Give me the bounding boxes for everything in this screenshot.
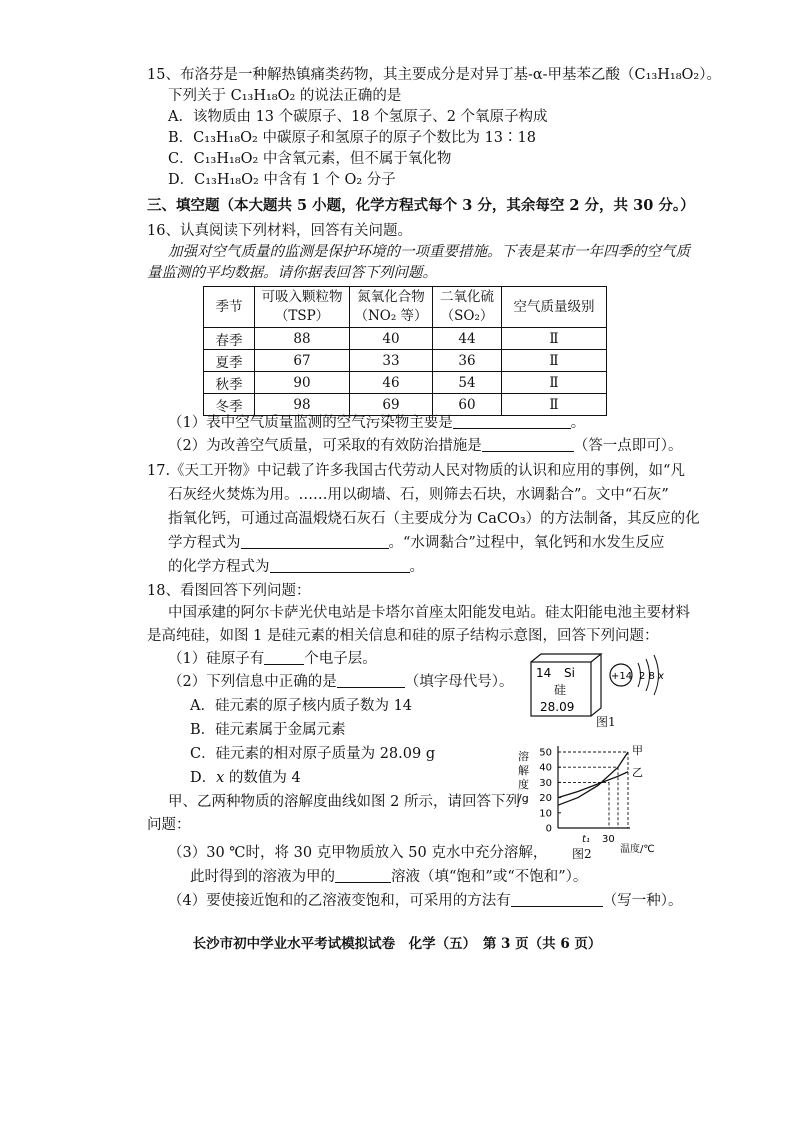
atomic-mass: 28.09 [540,700,575,714]
q15-option-c: C．C₁₃H₁₈O₂ 中含氧元素，但不属于氧化物 [168,151,452,167]
table-cell: Ⅱ [502,328,607,350]
table-cell: 44 [433,328,502,350]
q17-line2: 石灰经火焚炼为用。……用以砌墙、石，则筛去石块，水调黏合”。文中“石灰” [168,487,669,503]
figure-1-caption: 图1 [596,715,616,729]
q16-material-line2: 量监测的平均数据。请你据表回答下列问题。 [147,265,437,281]
table-cell: 秋季 [204,372,255,394]
element-symbol: Si [564,666,575,680]
table-cell: 98 [255,394,350,416]
page-footer: 长沙市初中学业水平考试模拟试卷 化学（五） 第 3 页（共 6 页） [192,936,602,952]
table-cell: Ⅱ [502,394,607,416]
q18-option-b: B．硅元素属于金属元素 [190,722,346,738]
table-header-level: 空气质量级别 [502,287,607,328]
q16-material-line1: 加强对空气质量的监测是保护环境的一项重要措施。下表是某市一年四季的空气质 [168,244,690,260]
q18-option-d: D．x 的数值为 4 [190,770,301,786]
y-axis-label-char: 解 [518,764,529,777]
x-axis-label: 温度/℃ [620,844,655,855]
y-tick-label: 0 [545,823,552,835]
x-tick-t1: t₁ [582,834,590,845]
table-cell: 54 [433,372,502,394]
table-cell: 69 [350,394,433,416]
q17-line5: 的化学方程式为 。 [168,559,424,575]
q16-stem: 16、认真阅读下列材料，回答有关问题。 [147,223,412,239]
table-cell: 67 [255,350,350,372]
q15-stem-line2: 下列关于 C₁₃H₁₈O₂ 的说法正确的是 [168,88,402,104]
y-axis-label-char: 溶 [518,750,529,763]
table-header-season: 季节 [204,287,255,328]
q18-sub3-line2: 此时得到的溶液为甲的 溶液（填“饱和”或“不饱和”）。 [190,869,588,885]
nucleus-charge: +14 [611,671,633,682]
answer-blank[interactable] [335,868,391,883]
answer-blank[interactable] [511,892,603,907]
q18-sub4: （4）要使接近饱和的乙溶液变饱和，可采用的方法有 （写一种）。 [168,893,683,909]
table-cell: 40 [350,328,433,350]
table-cell: 90 [255,372,350,394]
y-axis-label-char: /g [518,792,529,805]
q15-option-a: A．该物质由 13 个碳原子、18 个氢原子、2 个氧原子构成 [168,109,548,125]
atom-structure-diagram [610,655,664,695]
series-line-jia [558,752,628,805]
table-row [204,328,607,350]
q17-line4: 学方程式为 。“水调黏合”过程中，氧化钙和水发生反应 [168,535,665,551]
q18-option-a: A．硅元素的原子核内质子数为 14 [190,698,413,714]
q18-sub2: （2）下列信息中正确的是 （填字母代号）。 [168,674,514,690]
q15-stem-line1: 15、布洛芬是一种解热镇痛类药物，其主要成分是对异丁基-α-甲基苯乙酸（C₁₃H₁₈O₂）。 [147,67,721,83]
series-label-yi: 乙 [632,765,643,779]
table-cell: 33 [350,350,433,372]
q18-para-line1: 中国承建的阿尔卡萨光伏电站是卡塔尔首座太阳能发电站。硅太阳能电池主要材料 [168,605,690,621]
y-tick-label: 10 [539,808,552,820]
atomic-number: 14 [536,666,552,680]
answer-blank[interactable] [241,534,389,549]
y-tick-label: 20 [539,793,552,805]
q18-sub1: （1）硅原子有 个电子层。 [168,651,377,667]
q15-option-b: B．C₁₃H₁₈O₂ 中碳原子和氢原子的原子个数比为 13∶18 [168,130,536,146]
table-header-row [204,287,607,328]
y-tick-label: 40 [539,762,552,774]
q18-stem: 18、看图回答下列问题： [147,583,311,599]
answer-blank[interactable] [453,414,571,429]
y-axis-label-char: 度 [518,778,529,791]
table-header-no2: 氮氧化合物 （NO₂ 等） [350,287,433,328]
figure-2-solubility-chart [512,740,662,858]
table-cell: 春季 [204,328,255,350]
section-3-heading: 三、填空题（本大题共 5 小题，化学方程式每个 3 分，其余每空 2 分，共 30 分。） [147,197,695,214]
answer-blank[interactable] [482,437,574,452]
table-cell: 夏季 [204,350,255,372]
table-cell: 46 [350,372,433,394]
table-header-tsp: 可吸入颗粒物 （TSP） [255,287,350,328]
answer-blank[interactable] [337,673,405,688]
figure-2-caption: 图2 [572,847,592,861]
table-row [204,372,607,394]
series-line-yi [558,772,628,798]
series-label-jia: 甲 [632,744,643,757]
y-tick-label: 50 [539,747,552,759]
q18-option-c: C．硅元素的相对原子质量为 28.09 g [190,746,436,762]
element-name: 硅 [554,683,567,697]
answer-blank[interactable] [264,650,304,665]
table-cell: 36 [433,350,502,372]
answer-blank[interactable] [270,558,410,573]
q17-line3: 指氧化钙，可通过高温煅烧石灰石（主要成分为 CaCO₃）的方法制备，其反应的化 [168,511,700,527]
table-header-so2: 二氧化硫 （SO₂） [433,287,502,328]
q16-sub1: （1）表中空气质量监测的空气污染物主要是 。 [168,415,586,431]
table-cell: 60 [433,394,502,416]
element-tile [531,654,601,716]
q15-option-d: D．C₁₃H₁₈O₂ 中含有 1 个 O₂ 分子 [168,172,396,188]
y-axis-label [518,749,529,805]
q18-para-line4: 问题： [147,817,191,833]
table-cell: Ⅱ [502,350,607,372]
q18-para-line2: 是高纯硅，如图 1 是硅元素的相关信息和硅的原子结构示意图，回答下列问题： [147,628,659,644]
y-tick-label: 30 [539,777,552,789]
table-row [204,350,607,372]
q18-para-line3: 甲、乙两种物质的溶解度曲线如图 2 所示，请回答下列 [168,794,520,810]
shell-electrons: 2 8 [639,671,655,682]
table-cell: 88 [255,328,350,350]
shell-x: x [658,671,664,682]
table-cell: 冬季 [204,394,255,416]
q16-sub2: （2）为改善空气质量，可采取的有效防治措施是 （答一点即可）。 [168,438,683,454]
air-quality-table [203,286,607,416]
q18-sub3: （3）30 ℃时，将 30 克甲物质放入 50 克水中充分溶解， [168,845,548,861]
q17-line1: 17.《天工开物》中记载了许多我国古代劳动人民对物质的认识和应用的事例，如“凡 [147,463,685,479]
x-tick-30: 30 [602,834,615,845]
table-cell: Ⅱ [502,372,607,394]
